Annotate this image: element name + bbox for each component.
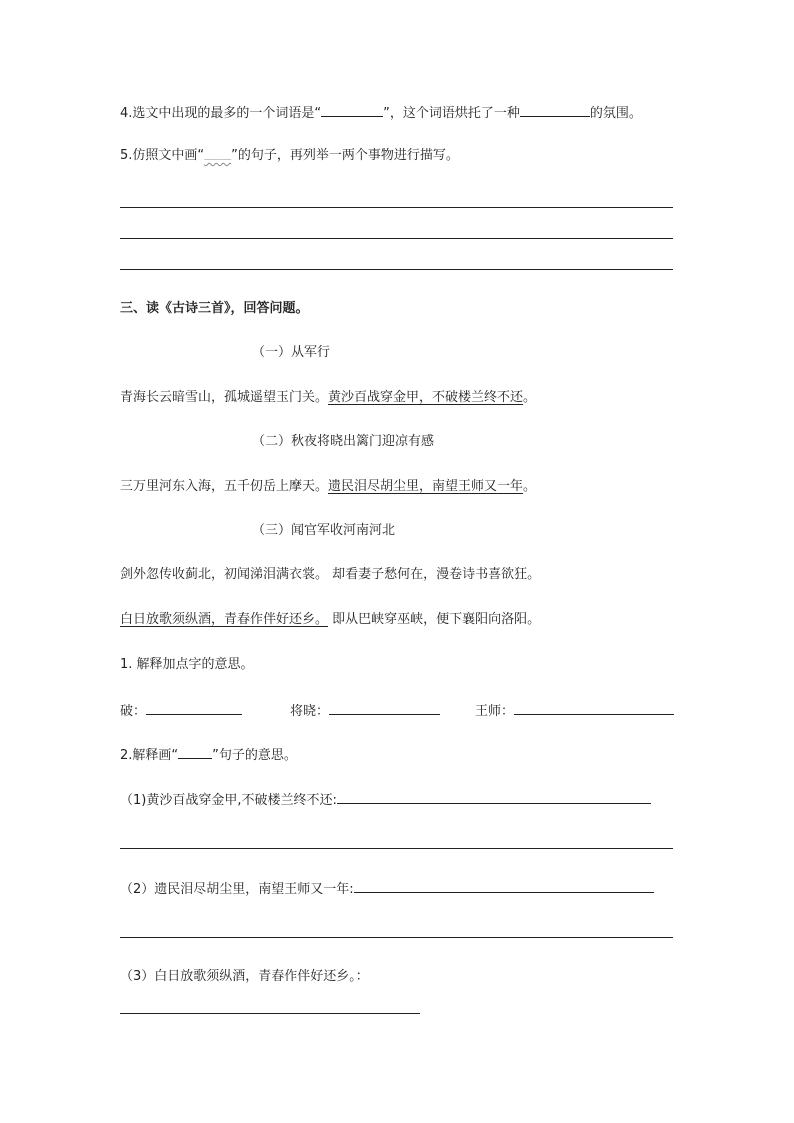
item-label-po: 破： (120, 704, 147, 719)
poem-3-line-2 (120, 611, 540, 629)
question-1-item-jiangxiao (290, 701, 440, 721)
poem-1-text (120, 389, 536, 407)
poem-2-end: 。 (523, 479, 537, 494)
answer-line[interactable] (120, 848, 673, 849)
poem-3-line-1: 剑外忽传收蓟北，初闻涕泪满衣裳。 却看妻子愁何在，漫卷诗书喜欲狂。 (120, 567, 541, 582)
question-2-text-pre: 2.解释画“ (120, 748, 179, 763)
question-4 (120, 103, 642, 123)
question-2-text-post: ”句子的意思。 (212, 748, 297, 763)
question-5 (120, 147, 459, 166)
sub-2-text: （2）遗民泪尽胡尘里，南望王师又一年: (120, 882, 354, 897)
poem-3-plain: 即从巴峡穿巫峡，便下襄阳向洛阳。 (328, 612, 541, 627)
question-4-text-pre: 4.选文中出现的最多的一个词语是“ (120, 106, 322, 121)
question-5-wavy-mark: ﹏﹏﹏ (204, 152, 232, 162)
item-label-jiangxiao: 将晓： (290, 704, 330, 719)
answer-line[interactable] (120, 238, 673, 239)
question-1-item-po (120, 701, 242, 721)
poem-2-underlined: 遗民泪尽胡尘里，南望王师又一年 (328, 479, 524, 494)
underline-mark (178, 745, 212, 759)
question-4-blank-2[interactable] (520, 103, 590, 117)
question-5-text-pre: 5.仿照文中画“ (120, 148, 205, 163)
poem-1-plain: 青海长云暗雪山，孤城遥望玉门关。 (120, 390, 329, 405)
question-4-text-mid: ”，这个词语烘托了一种 (383, 106, 520, 121)
question-2-sub-1 (120, 790, 651, 810)
sub-1-text: （1)黄沙百战穿金甲,不破楼兰终不还: (120, 793, 337, 808)
question-2-title (120, 745, 297, 765)
item-label-wangshi: 王师： (475, 704, 515, 719)
poem-3-underlined: 白日放歌须纵酒，青春作伴好还乡。 (120, 612, 329, 627)
poem-2-plain: 三万里河东入海，五千仞岳上摩天。 (120, 479, 329, 494)
question-2-sub-2 (120, 879, 654, 899)
poem-2-text (120, 478, 536, 496)
poem-1-end: 。 (523, 390, 537, 405)
answer-blank-jiangxiao[interactable] (329, 701, 440, 715)
poem-1-title: （一）从军行 (252, 345, 331, 360)
question-1-title: 1. 解释加点字的意思。 (120, 657, 254, 672)
question-5-text-post: ”的句子，再列举一两个事物进行描写。 (231, 148, 459, 163)
poem-2-title: （二）秋夜将晓出篱门迎凉有感 (252, 434, 435, 449)
question-4-blank-1[interactable] (321, 103, 383, 117)
answer-line[interactable] (120, 269, 673, 270)
sub-3-text: （3）白日放歌须纵酒，青春作伴好还乡。： (120, 969, 369, 984)
question-1-item-wangshi (475, 701, 674, 721)
answer-blank-sub-1[interactable] (337, 790, 651, 804)
answer-line[interactable] (120, 937, 673, 938)
question-2-sub-3 (120, 968, 369, 986)
answer-blank-sub-2[interactable] (354, 879, 654, 893)
answer-line[interactable] (120, 1013, 420, 1014)
answer-blank-po[interactable] (146, 701, 242, 715)
answer-blank-wangshi[interactable] (514, 701, 674, 715)
question-4-text-post: 的氛围。 (589, 106, 642, 121)
poem-1-underlined: 黄沙百战穿金甲，不破楼兰终不还 (328, 390, 524, 405)
answer-line[interactable] (120, 207, 673, 208)
poem-3-title: （三）闻官军收河南河北 (252, 523, 396, 538)
section-3-title: 三、读《古诗三首》，回答问题。 (120, 301, 309, 316)
